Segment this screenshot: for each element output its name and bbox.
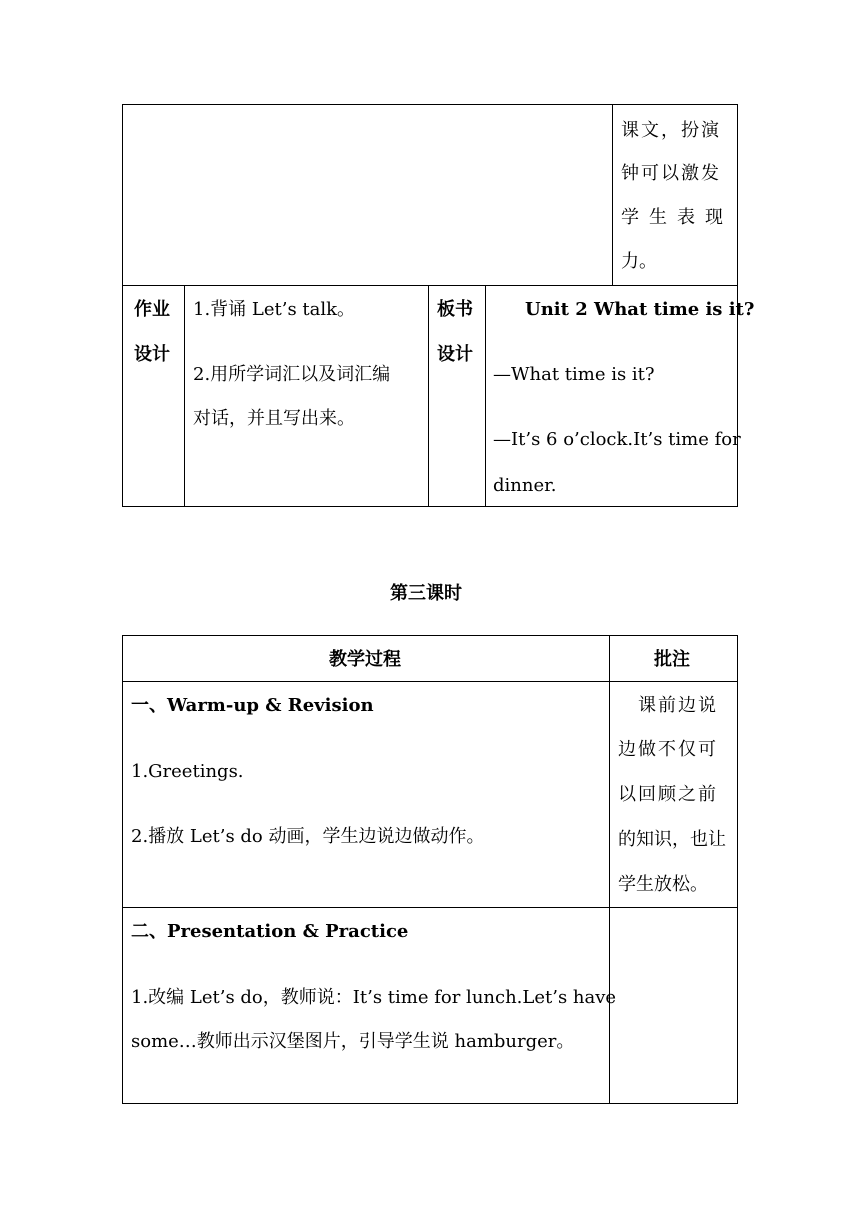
row-item: some…教师出示汉堡图片，引导学生说 hamburger。 bbox=[131, 1031, 575, 1052]
note-line: 以回顾之前 bbox=[618, 784, 718, 805]
row-heading: 一、Warm-up & Revision bbox=[131, 695, 374, 716]
note-line: 边做不仅可 bbox=[618, 739, 718, 760]
note-line: 学生表现 bbox=[621, 207, 733, 228]
table-top-row-divider bbox=[122, 285, 738, 286]
note-line: 钟可以激发 bbox=[621, 163, 721, 184]
header-process: 教学过程 bbox=[329, 649, 401, 670]
homework-item: 1.背诵 Let’s talk。 bbox=[193, 299, 356, 320]
table-top-divider bbox=[485, 285, 486, 507]
note-line: 力。 bbox=[621, 251, 657, 272]
table-top-divider bbox=[428, 285, 429, 507]
row-item: 1.改编 Let’s do，教师说：It’s time for lunch.Let’s have bbox=[131, 987, 617, 1008]
header-notes: 批注 bbox=[654, 649, 690, 670]
board-label: 设计 bbox=[437, 344, 473, 365]
board-line: dinner. bbox=[493, 475, 557, 496]
note-line: 课文，扮演 bbox=[621, 120, 721, 141]
board-line: —It’s 6 o’clock.It’s time for bbox=[493, 429, 741, 450]
row-item: 1.Greetings. bbox=[131, 761, 244, 782]
row-heading: 二、Presentation & Practice bbox=[131, 921, 409, 942]
table-top-divider bbox=[612, 104, 613, 286]
note-line: 学生放松。 bbox=[618, 874, 708, 895]
homework-item: 对话，并且写出来。 bbox=[193, 408, 355, 429]
note-line: 课前边说 bbox=[638, 695, 718, 716]
homework-label: 作业 bbox=[134, 299, 170, 320]
note-line: 的知识，也让 bbox=[618, 829, 726, 850]
board-label: 板书 bbox=[437, 299, 473, 320]
board-title: Unit 2 What time is it? bbox=[525, 299, 755, 320]
table-bottom-row-divider bbox=[122, 907, 738, 908]
table-bottom-divider bbox=[609, 635, 610, 1104]
homework-label: 设计 bbox=[134, 344, 170, 365]
section-title: 第三课时 bbox=[390, 583, 462, 604]
board-line: —What time is it? bbox=[493, 364, 655, 385]
table-top-divider bbox=[184, 285, 185, 507]
row-item: 2.播放 Let’s do 动画，学生边说边做动作。 bbox=[131, 826, 485, 847]
table-bottom-row-divider bbox=[122, 681, 738, 682]
homework-item: 2.用所学词汇以及词汇编 bbox=[193, 364, 391, 385]
